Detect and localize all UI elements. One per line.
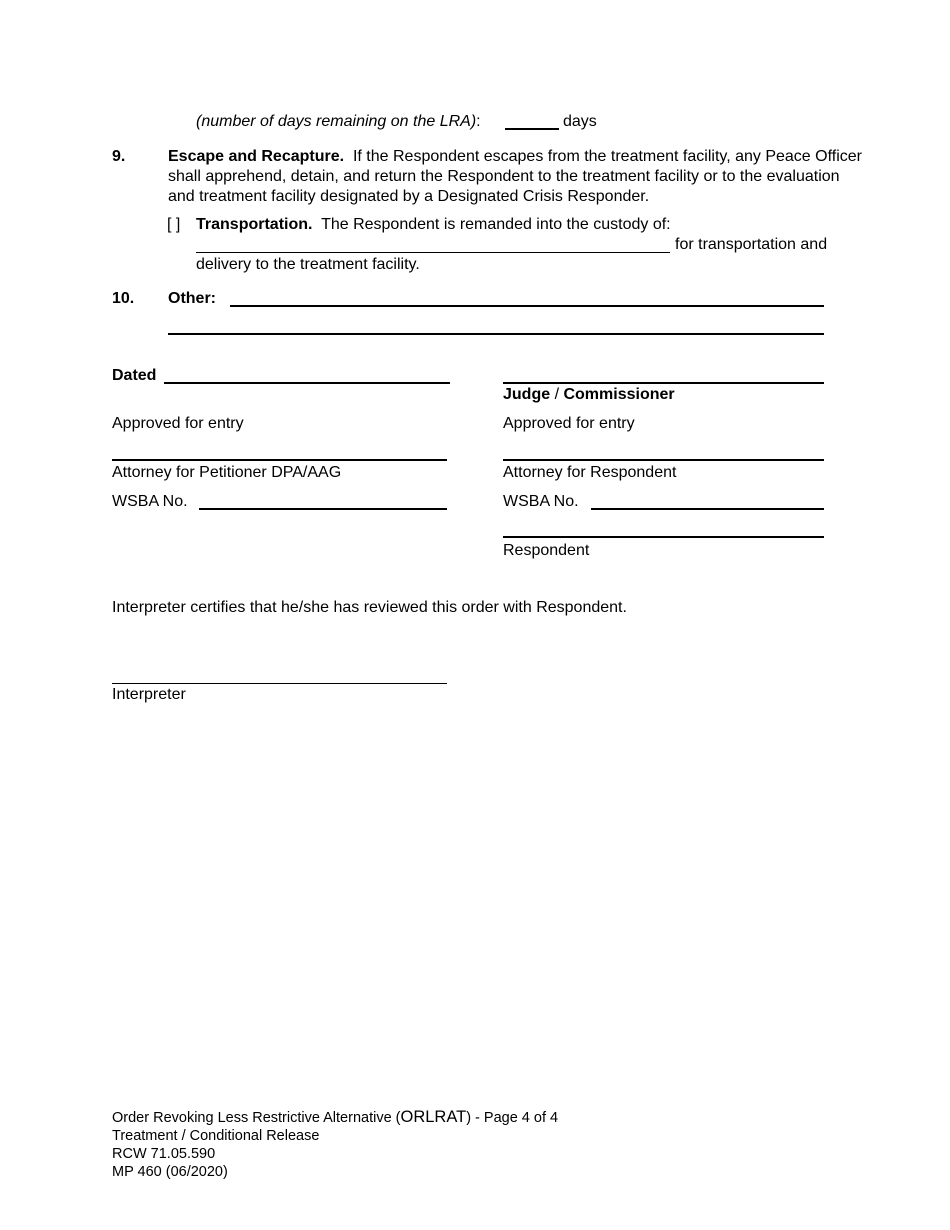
interpreter-signature-line[interactable]	[112, 683, 447, 684]
other-field-line-1[interactable]	[230, 305, 824, 307]
lra-days-line: (number of days remaining on the LRA):	[196, 113, 481, 130]
footer-rcw: RCW 71.05.590	[112, 1146, 216, 1162]
item-9-heading: Escape and Recapture.	[168, 148, 345, 165]
judge-commissioner-label: Judge / Commissioner	[503, 386, 675, 403]
respondent-signature-line[interactable]	[503, 536, 824, 538]
item-10-heading: Other:	[168, 290, 216, 307]
transportation-tail2: delivery to the treatment facility.	[196, 256, 420, 273]
item-10-number: 10.	[112, 290, 135, 307]
attorney-petitioner-label: Attorney for Petitioner DPA/AAG	[112, 464, 342, 481]
custody-field[interactable]	[196, 252, 670, 253]
respondent-label: Respondent	[503, 542, 590, 559]
transportation-checkbox[interactable]: [ ]	[167, 216, 181, 233]
other-field-line-2[interactable]	[168, 333, 824, 335]
approved-right: Approved for entry	[503, 415, 635, 432]
interpreter-certification: Interpreter certifies that he/she has reviewed this order with Respondent.	[112, 599, 627, 616]
transportation-tail: for transportation and	[675, 236, 828, 253]
transportation-text: The Respondent is remanded into the custody of:	[321, 216, 671, 233]
footer-subtitle: Treatment / Conditional Release	[112, 1128, 320, 1144]
dated-label: Dated	[112, 367, 157, 384]
wsba-left-label: WSBA No.	[112, 493, 188, 510]
wsba-left-field[interactable]	[199, 508, 447, 510]
interpreter-label: Interpreter	[112, 686, 186, 703]
attorney-petitioner-signature-line[interactable]	[112, 459, 447, 461]
item-9-paragraph	[168, 147, 868, 207]
judge-signature-line[interactable]	[503, 382, 824, 384]
lra-days-unit: days	[563, 113, 597, 130]
wsba-right-label: WSBA No.	[503, 493, 579, 510]
dated-field[interactable]	[164, 382, 450, 384]
attorney-respondent-signature-line[interactable]	[503, 459, 824, 461]
attorney-respondent-label: Attorney for Respondent	[503, 464, 677, 481]
transportation-heading: Transportation.	[196, 216, 313, 233]
item-9-number: 9.	[112, 148, 126, 165]
lra-days-field[interactable]	[505, 128, 559, 130]
item-9-text: If the Respondent escapes from the treatment facility, any Peace Officer shall apprehend, detain, and return the Respondent to the treatment facility or to the evaluation and treatment facility designated by a Designated Crisis Responder.	[168, 148, 862, 205]
transportation-line	[196, 215, 671, 235]
footer-form-number: MP 460 (06/2020)	[112, 1164, 228, 1180]
form-code: ORLRAT	[400, 1108, 467, 1126]
approved-left: Approved for entry	[112, 415, 244, 432]
lra-days-label: (number of days remaining on the LRA)	[196, 113, 477, 130]
wsba-right-field[interactable]	[591, 508, 824, 510]
footer-title: Order Revoking Less Restrictive Alternative (ORLRAT) - Page 4 of 4	[112, 1108, 559, 1126]
